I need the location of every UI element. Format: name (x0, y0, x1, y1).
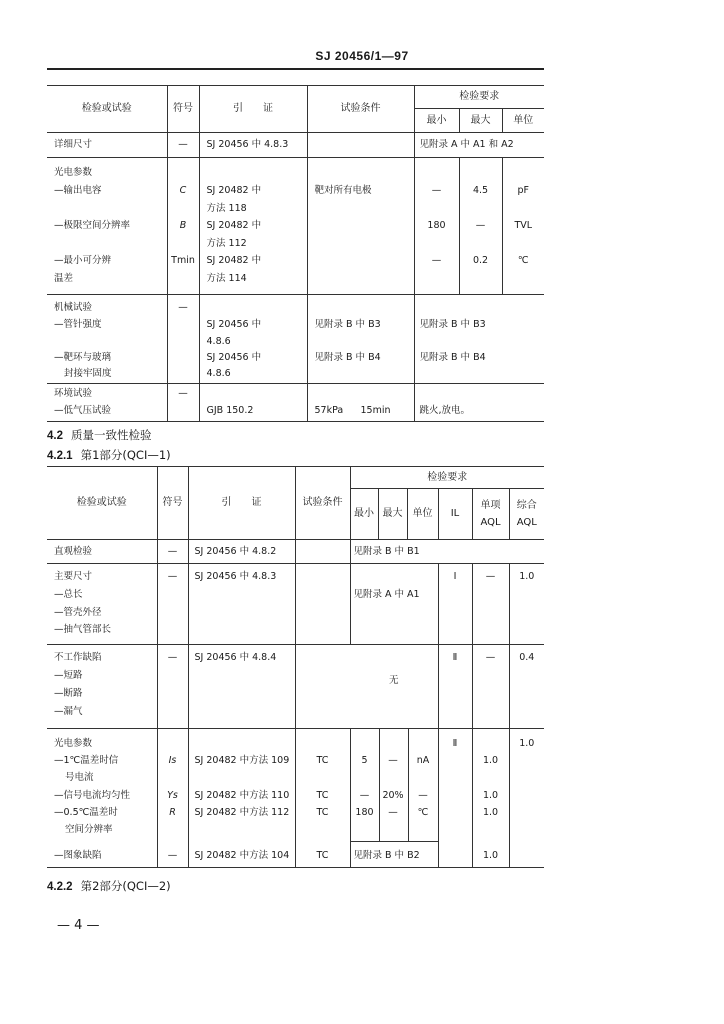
t1-head-cond: 试验条件 (307, 86, 414, 133)
t1-r4-req: 跳火,放电。 (419, 405, 471, 416)
section-4-2-title: 质量一致性检验 (71, 428, 152, 442)
t2-r4-symbol-3: — (167, 850, 178, 861)
t2-r4-item-3: —信号电流均匀性 (54, 790, 131, 801)
t1-head-unit: 单位 (502, 109, 544, 133)
t1-r2-unit-0: pF (517, 185, 529, 196)
t1-head-max: 最大 (459, 109, 502, 133)
t2-r4-min-1: — (359, 790, 370, 801)
t1-r2-symbol-1: B (179, 220, 187, 231)
t2-r4-ref-0: SJ 20482 中方法 109 (194, 755, 290, 766)
t2-r4-symbol-1: Ys (167, 790, 178, 801)
t1-r2-ref-1: 方法 118 (206, 203, 247, 214)
t2-r1-ref: SJ 20456 中 4.8.2 (194, 546, 277, 557)
t2-r4-aql-single-1: 1.0 (482, 790, 499, 801)
t1-r4-item-0: 环境试验 (54, 388, 93, 399)
t1-head-ref: 引 证 (199, 86, 307, 133)
t1-r2-max-1: — (475, 220, 486, 231)
t2-r4-aql-total: 1.0 (519, 738, 535, 749)
t2-head-aql-total (509, 489, 544, 540)
t1-r3-item-1: —管针强度 (54, 319, 102, 330)
t2-r4-symbol-2: R (169, 807, 176, 818)
t2-head-max: 最大 (378, 489, 407, 540)
t2-head-aql-single (472, 489, 509, 540)
t1-r4-cond-a: 57kPa (314, 405, 344, 416)
t1-r3-ref-2: SJ 20456 中 (206, 352, 262, 363)
t1-r4-symbol: — (178, 388, 188, 399)
t1-r2-min-2: — (431, 255, 442, 266)
t2-head-aql-single-a: 单项 (480, 499, 501, 511)
t1-r2-item-1: —输出电容 (54, 185, 102, 196)
t2-r3-item-3: —漏气 (54, 706, 83, 717)
t2-r4-ref-2: SJ 20482 中方法 112 (194, 807, 290, 818)
t2-r2-symbol: — (167, 571, 178, 582)
page-number: — 4 — (57, 918, 100, 933)
t2-r3-ref: SJ 20456 中 4.8.4 (194, 652, 277, 663)
t2-r4-symbol-0: Is (168, 755, 177, 766)
t1-r2-ref-4: SJ 20482 中 (206, 255, 262, 266)
t1-r3-ref-0: SJ 20456 中 (206, 319, 262, 330)
t1-r4-cond-b: 15min (360, 405, 391, 416)
t1-r3-cond-0: 见附录 B 中 B3 (314, 319, 381, 330)
t1-r3-symbol: — (178, 302, 188, 313)
t2-r4-item-2: 号电流 (65, 772, 94, 783)
t1-r3-req-0: 见附录 B 中 B3 (419, 319, 486, 330)
t2-r4-item-0: 光电参数 (54, 738, 93, 749)
t2-r4-last-req: 见附录 B 中 B2 (353, 850, 420, 861)
t2-r4-ref-3: SJ 20482 中方法 104 (194, 850, 290, 861)
t2-r3-item-2: —断路 (54, 688, 83, 699)
t1-head-symbol: 符号 (167, 86, 199, 133)
t2-r4-item-6: —图象缺陷 (54, 850, 102, 861)
t2-r4-cond-0: TC (316, 755, 329, 766)
t2-head-min: 最小 (350, 489, 378, 540)
t2-r3-item-0: 不工作缺陷 (54, 652, 102, 663)
section-4-2-2 (47, 878, 171, 894)
t2-r4-aql-single-0: 1.0 (482, 755, 499, 766)
t1-head-req: 检验要求 (414, 86, 544, 109)
t1-r2-max-2: 0.2 (472, 255, 489, 266)
t1-r2-unit-1: TVL (514, 220, 533, 231)
page-header: SJ 20456/1—97 (315, 49, 409, 63)
t2-r4-max-1: 20% (382, 790, 404, 801)
t1-r3-ref-3: 4.8.6 (206, 368, 231, 379)
t2-head-aql-single-b: AQL (480, 516, 501, 528)
section-4-2-2-num: 4.2.2 (47, 881, 73, 893)
t1-r2-unit-2: ℃ (517, 255, 529, 266)
t2-r4-item-4: —0.5℃温差时 (54, 807, 118, 818)
t2-r2-item-0: 主要尺寸 (54, 571, 93, 582)
t2-r4-min-0: 5 (361, 755, 368, 766)
t2-head-unit: 单位 (407, 489, 438, 540)
t1-r4-ref: GJB 150.2 (206, 405, 254, 416)
t1-r2-ref-0: SJ 20482 中 (206, 185, 262, 196)
section-4-2-1-num: 4.2.1 (47, 450, 73, 462)
t1-r3-ref-1: 4.8.6 (206, 336, 231, 347)
t2-r2-item-1: —总长 (54, 589, 83, 600)
t2-r2-aql-single: — (485, 571, 496, 582)
t1-r2-min-1: 180 (427, 220, 446, 231)
t2-r3-symbol: — (167, 652, 178, 663)
t2-r4-unit-2: ℃ (417, 807, 429, 818)
t2-head-aql-total-b: AQL (516, 516, 537, 528)
t2-r4-aql-single-2: 1.0 (482, 807, 499, 818)
t2-r4-unit-1: — (418, 790, 428, 801)
t2-r4-cond-2: TC (316, 807, 329, 818)
t2-r4-min-2: 180 (355, 807, 374, 818)
t1-r1-ref: SJ 20456 中 4.8.3 (206, 139, 289, 150)
t2-r2-req: 见附录 A 中 A1 (353, 589, 420, 600)
t2-head-item: 检验或试验 (47, 467, 157, 540)
t2-r4-unit-0: nA (416, 755, 430, 766)
t2-r4-cond-3: TC (316, 850, 329, 861)
t1-r2-max-0: 4.5 (472, 185, 489, 196)
t2-head-symbol: 符号 (157, 467, 188, 540)
t1-r1-req: 见附录 A 中 A1 和 A2 (419, 139, 514, 150)
t2-head-il: IL (438, 489, 472, 540)
t1-r4-item-1: —低气压试验 (54, 405, 112, 416)
t2-r3-il: Ⅱ (452, 652, 458, 663)
t2-r2-item-3: —抽气管部长 (54, 624, 112, 635)
t1-r2-item-3: —最小可分辨 (54, 255, 112, 266)
t1-r1-symbol: — (178, 139, 188, 150)
t1-r3-item-2: —靶环与玻璃 (54, 352, 112, 363)
t2-r2-il: Ⅰ (453, 571, 457, 582)
t1-r3-cond-1: 见附录 B 中 B4 (314, 352, 381, 363)
t1-r3-item-0: 机械试验 (54, 302, 93, 313)
t2-head-req: 检验要求 (350, 467, 544, 489)
t2-r3-item-1: —短路 (54, 670, 83, 681)
header-rule (47, 68, 544, 70)
t1-r2-ref-5: 方法 114 (206, 273, 247, 284)
t2-r1-req: 见附录 B 中 B1 (353, 546, 420, 557)
t2-r4-ref-1: SJ 20482 中方法 110 (194, 790, 290, 801)
t2-r4-max-0: — (388, 755, 398, 766)
t1-head-item: 检验或试验 (47, 86, 167, 133)
t1-head-min: 最小 (414, 109, 459, 133)
t2-r2-ref: SJ 20456 中 4.8.3 (194, 571, 277, 582)
t1-r2-symbol-0: C (179, 185, 187, 196)
t1-r1-item: 详细尺寸 (54, 139, 93, 150)
t2-r4-item-1: —1℃温差时信 (54, 755, 119, 766)
t2-r2-item-2: —管壳外径 (54, 607, 102, 618)
t2-head-aql-total-a: 综合 (516, 499, 537, 511)
t2-r4-aql-single-3: 1.0 (482, 850, 499, 861)
table-1 (47, 85, 544, 422)
t2-r4-item-5: 空间分辨率 (65, 824, 113, 835)
t1-r2-symbol-2: Tmin (171, 255, 195, 266)
section-4-2 (47, 427, 152, 443)
table-2 (47, 466, 544, 868)
t2-r3-req: 无 (388, 675, 399, 686)
t1-r2-min-0: — (431, 185, 442, 196)
t1-r2-item-4: 温差 (54, 273, 74, 284)
section-4-2-2-title: 第2部分(QCI—2) (80, 879, 171, 893)
section-4-2-num: 4.2 (47, 430, 63, 442)
section-4-2-1-title: 第1部分(QCI—1) (80, 448, 171, 462)
t1-r2-item-2: —极限空间分辨率 (54, 220, 131, 231)
t2-r3-aql-single: — (485, 652, 496, 663)
section-4-2-1 (47, 447, 171, 463)
t1-r2-ref-3: 方法 112 (206, 238, 247, 249)
t2-r3-aql-total: 0.4 (519, 652, 535, 663)
t2-r2-aql-total: 1.0 (519, 571, 535, 582)
t1-r2-item-0: 光电参数 (54, 167, 93, 178)
t2-r4-cond-1: TC (316, 790, 329, 801)
t2-r4-max-2: — (388, 807, 398, 818)
t2-head-cond: 试验条件 (295, 467, 350, 540)
t2-r1-symbol: — (167, 546, 178, 557)
t2-r4-il: Ⅱ (452, 738, 458, 749)
t1-r2-ref-2: SJ 20482 中 (206, 220, 262, 231)
t2-r1-item: 直观检验 (54, 546, 93, 557)
t1-r3-item-3: 封接牢固度 (64, 368, 112, 379)
t1-r2-cond: 靶对所有电极 (314, 185, 372, 196)
t1-r3-req-1: 见附录 B 中 B4 (419, 352, 486, 363)
t2-head-ref: 引 证 (188, 467, 295, 540)
